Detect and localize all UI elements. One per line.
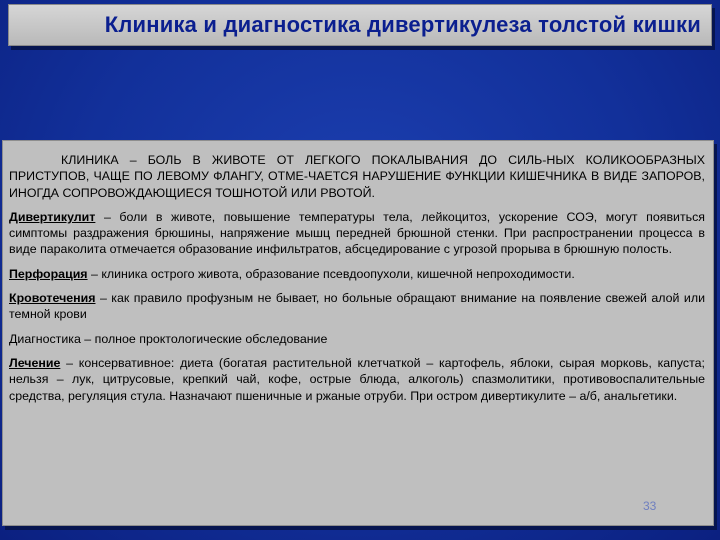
bleeding-text: – как правило профузным не бывает, но больные обращают внимание на появление свежей алой или темной крови — [9, 291, 705, 322]
perforation-label: Перфорация — [9, 266, 88, 281]
diagnostics-paragraph: Диагностика – полное проктологические обследование — [9, 331, 328, 346]
content-area — [0, 140, 720, 540]
bleeding-label: Кровотечения — [9, 291, 96, 306]
bleeding-paragraph — [9, 290, 705, 323]
diverticulitis-text: – боли в животе, повышение температуры тела, лейкоцитоз, ускорение СОЭ, могут появиться симптомы раздражения брюшины, напряжение мышц передней брюшной стенки. При распространении процесса в виде параколита отмечается образование инфильтратов, абсцедирование с угрозой прорыва в брюшную полость. — [9, 209, 705, 257]
treatment-label: Лечение — [9, 355, 61, 370]
diverticulitis-label: Дивертикулит — [9, 209, 96, 224]
treatment-paragraph — [9, 355, 705, 404]
text-panel — [2, 140, 714, 526]
perforation-paragraph — [9, 266, 705, 282]
page-number: 33 — [643, 499, 657, 513]
treatment-text: – консервативное: диета (богатая растительной клетчаткой – картофель, яблоки, сырая морковь, капуста; нельзя – лук, цитрусовые, крепкий чай, кофе, острые блюда, алкоголь) спазмолитики, противовоспалительные средства, регуляция стула. Назначают пшеничные и ржаные отруби. При остром дивертикулите – а/б, анальгетики. — [9, 355, 705, 403]
title-bar — [8, 4, 712, 46]
perforation-text: – клиника острого живота, образование псевдоопухоли, кишечной непроходимости. — [87, 266, 575, 281]
intro-paragraph: КЛИНИКА – БОЛЬ В ЖИВОТЕ ОТ ЛЕГКОГО ПОКАЛЫВАНИЯ ДО СИЛЬ-НЫХ КОЛИКООБРАЗНЫХ ПРИСТУПОВ, ЧАЩЕ ПО ЛЕВОМУ ФЛАНГУ, ОТМЕ-ЧАЕТСЯ НАРУШЕНИЕ ФУНКЦИИ КИШЕЧНИКА В ВИДЕ ЗАПОРОВ, ИНОГДА СОПРОВОЖДАЮЩИЕСЯ ТОШНОТОЙ ИЛИ РВОТОЙ. — [9, 153, 705, 200]
slide-title: Клиника и диагностика дивертикулеза толстой кишки — [104, 12, 701, 37]
panel-text — [9, 152, 705, 412]
diverticulitis-paragraph — [9, 209, 705, 258]
